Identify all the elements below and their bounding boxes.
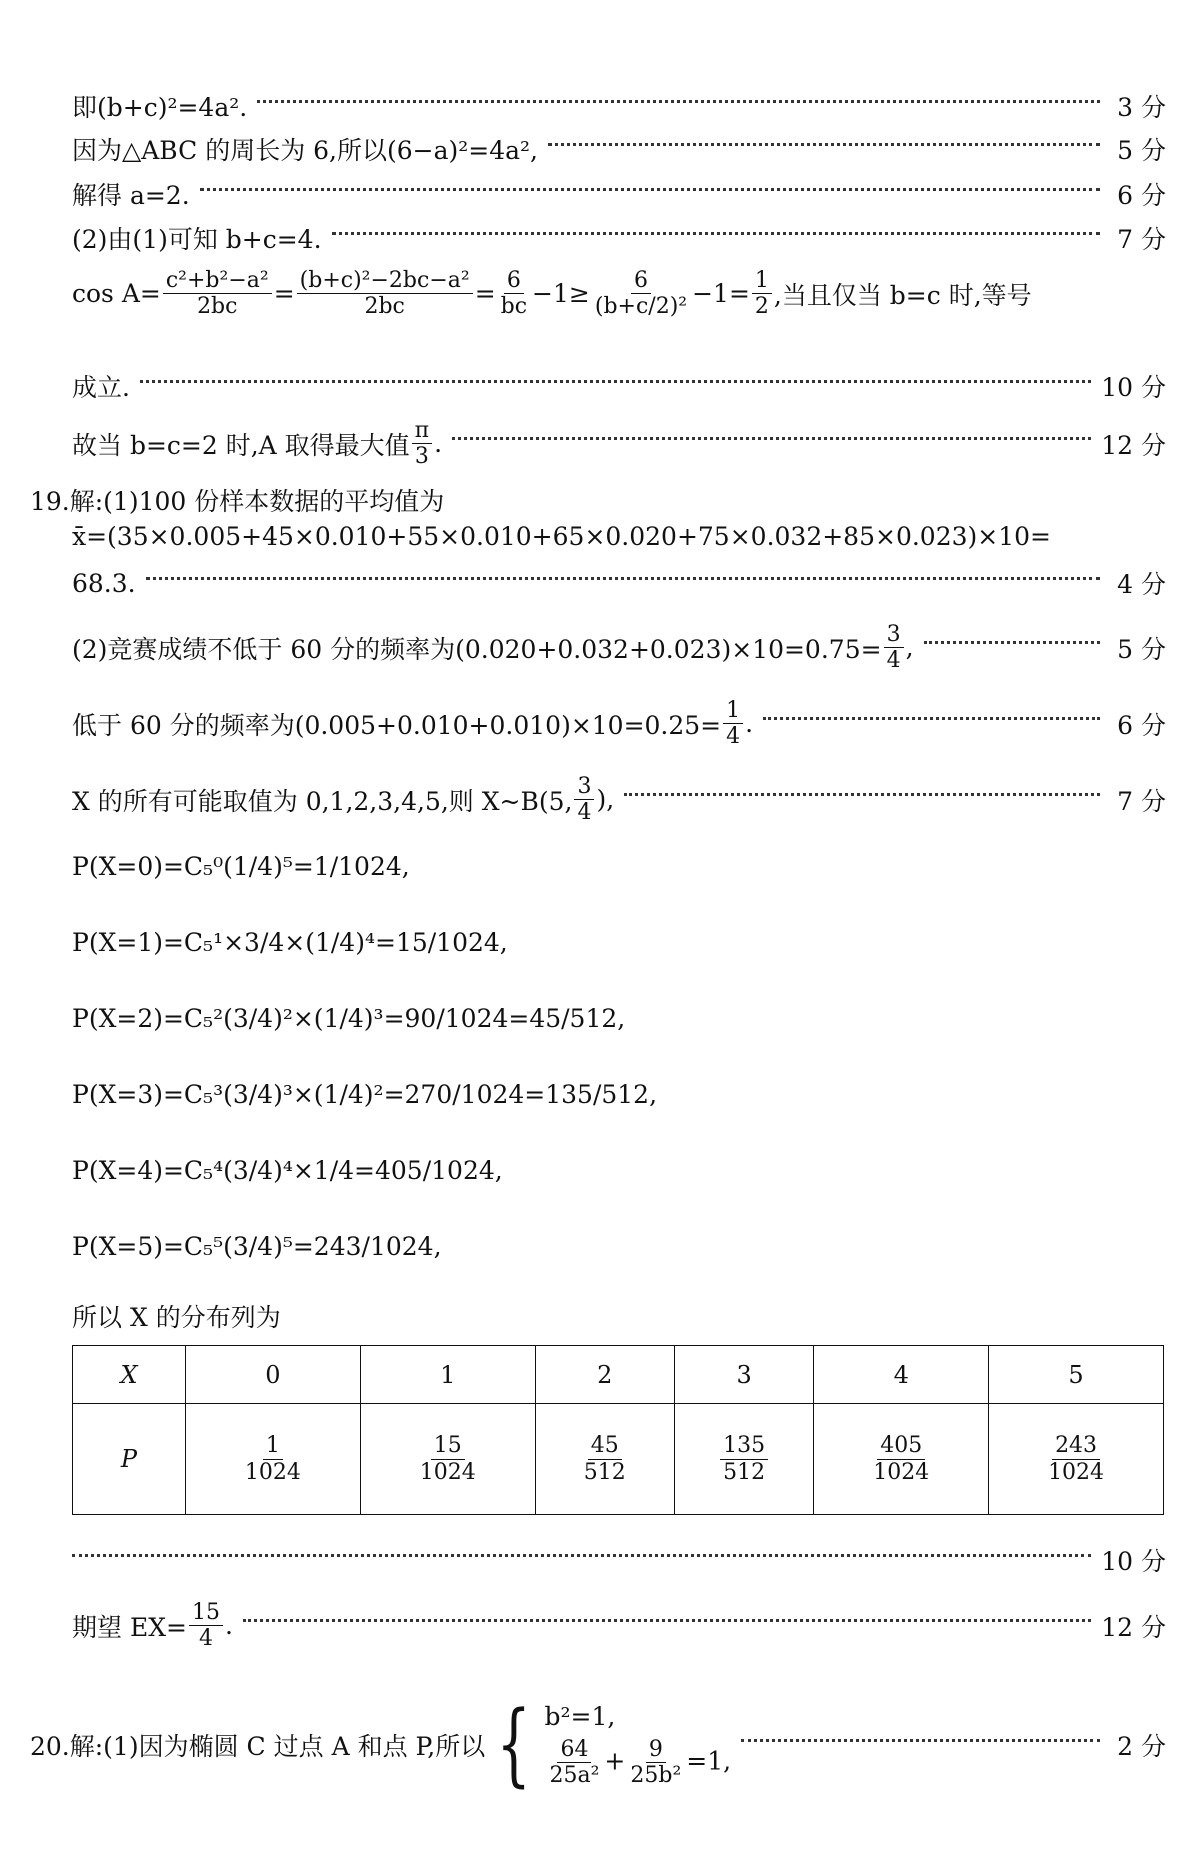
q18-line-4-text: (2)由(1)可知 b+c=4. (72, 225, 322, 254)
fraction-denominator: 25b² (630, 1763, 682, 1788)
q19-mean-score: 4 分 (1117, 570, 1166, 599)
cos-lead: cos A= (72, 279, 161, 309)
q19-mean-value (72, 565, 1166, 601)
punctuation: . (434, 429, 443, 459)
table-cell: 5 (989, 1346, 1164, 1404)
prob-line (72, 1004, 1166, 1033)
q20-heading-text: 20.解:(1)因为椭圆 C 过点 A 和点 P,所以 (30, 1732, 486, 1761)
fraction-denominator: 1024 (419, 1459, 476, 1485)
q19-after-table (72, 1542, 1166, 1578)
q19-expectation (72, 1600, 1166, 1652)
fraction (870, 1433, 932, 1485)
fraction-denominator: 4 (198, 1626, 213, 1652)
leader-dots (924, 641, 1100, 644)
fraction (297, 268, 473, 320)
table-cell (186, 1404, 361, 1515)
table-row (73, 1404, 1164, 1515)
system-row-2 (544, 1737, 731, 1789)
q18-line-7-score: 12 分 (1101, 430, 1166, 460)
leader-dots (332, 232, 1100, 235)
operator: −1= (692, 279, 750, 309)
fraction-numerator: 243 (1052, 1433, 1100, 1459)
fraction-denominator: 3 (414, 444, 429, 470)
q19-part4-text: X 的所有可能取值为 0,1,2,3,4,5,则 X~B(5, (72, 786, 573, 816)
prob-line (72, 1080, 1166, 1109)
punctuation: , (905, 633, 914, 663)
fraction-numerator: 1 (723, 698, 743, 724)
fraction-denominator: (b+c/2)² (594, 294, 688, 320)
q18-line-2-text: 因为△ABC 的周长为 6,所以(6−a)²=4a², (72, 136, 539, 165)
equation-system (485, 1692, 732, 1797)
prob-text: P(X=2)=C₅²(3/4)²×(1/4)³=90/1024=45/512, (72, 1004, 626, 1033)
q20-score: 2 分 (1117, 1732, 1166, 1761)
table-header-p: P (73, 1404, 186, 1515)
fraction-numerator: 64 (557, 1737, 591, 1763)
q19-part3-text: 低于 60 分的频率为(0.005+0.010+0.010)×10=0.25= (72, 710, 722, 740)
leader-dots (452, 437, 1091, 440)
operator: = (474, 279, 496, 309)
fraction-numerator: 3 (884, 622, 904, 648)
fraction-numerator: 15 (431, 1433, 465, 1459)
q18-line-7-text: 故当 b=c=2 时,A 取得最大值 (72, 430, 410, 460)
q18-line-1 (72, 88, 1166, 124)
punctuation: . (224, 1611, 233, 1641)
fraction-numerator: π (412, 418, 432, 444)
fraction (720, 1433, 768, 1485)
fraction-denominator: bc (500, 294, 528, 320)
left-brace-icon: { (496, 1692, 532, 1797)
q19-mean-value-text: 68.3. (72, 568, 136, 598)
leader-dots (624, 793, 1100, 796)
q19-part4-score: 7 分 (1117, 786, 1166, 816)
fraction (574, 774, 594, 826)
fraction (884, 622, 904, 674)
q18-line-6-score: 10 分 (1101, 373, 1166, 402)
table-cell: 0 (186, 1346, 361, 1404)
table-row (73, 1346, 1164, 1404)
leader-dots (257, 100, 1100, 103)
fraction-denominator: 1024 (873, 1459, 930, 1485)
q18-line-7 (72, 418, 1166, 470)
q18-line-2 (72, 131, 1166, 167)
fraction (752, 268, 772, 320)
fraction-denominator: 4 (577, 800, 592, 826)
q18-line-4 (72, 220, 1166, 256)
system-row-2-end: =1, (686, 1746, 732, 1775)
operator: −1≥ (532, 279, 590, 309)
leader-dots (140, 380, 1091, 383)
q20-line (30, 1692, 1166, 1797)
dist-intro (72, 1298, 1166, 1334)
q18-line-3-score: 6 分 (1117, 181, 1166, 210)
dist-intro-text: 所以 X 的分布列为 (72, 1303, 281, 1332)
fraction (412, 418, 432, 470)
table-cell: 2 (535, 1346, 674, 1404)
fraction-numerator: 9 (646, 1737, 666, 1763)
prob-line (72, 928, 1166, 957)
cos-tail: ,当且仅当 b=c 时,等号 (773, 280, 1032, 310)
operator: = (273, 279, 295, 309)
fraction-numerator: (b+c)²−2bc−a² (297, 268, 473, 294)
leader-dots (763, 717, 1100, 720)
q18-line-3-text: 解得 a=2. (72, 181, 190, 210)
expectation-text: 期望 EX= (72, 1612, 187, 1642)
q19-mean-line (72, 522, 1166, 551)
fraction-denominator: 4 (726, 724, 741, 750)
fraction (581, 1433, 629, 1485)
fraction (1045, 1433, 1107, 1485)
fraction-denominator: 4 (886, 648, 901, 674)
fraction (723, 698, 743, 750)
q19-after-table-score: 10 分 (1101, 1547, 1166, 1576)
q19-part2-score: 5 分 (1117, 634, 1166, 664)
leader-dots (200, 188, 1100, 191)
table-cell: 3 (674, 1346, 813, 1404)
punctuation: . (745, 709, 754, 739)
fraction-denominator: 2bc (197, 294, 238, 320)
fraction-numerator: 15 (189, 1600, 223, 1626)
fraction (546, 1737, 602, 1789)
leader-dots (548, 143, 1100, 146)
fraction-denominator: 25a² (549, 1763, 600, 1788)
q18-line-4-score: 7 分 (1117, 225, 1166, 254)
fraction-numerator: 135 (720, 1433, 768, 1459)
fraction (592, 268, 690, 320)
q18-line-1-text: 即(b+c)²=4a². (72, 93, 248, 122)
q18-line-2-score: 5 分 (1117, 136, 1166, 165)
table-cell (989, 1404, 1164, 1515)
q18-line-6-text: 成立. (72, 373, 130, 402)
table-cell (535, 1404, 674, 1515)
operator: + (604, 1746, 626, 1775)
fraction-denominator: 2bc (364, 294, 405, 320)
q19-part3-score: 6 分 (1117, 710, 1166, 740)
table-cell (360, 1404, 535, 1515)
table-header-x: X (73, 1346, 186, 1404)
table-cell (814, 1404, 989, 1515)
prob-text: P(X=0)=C₅⁰(1/4)⁵=1/1024, (72, 852, 410, 881)
fraction (417, 1433, 479, 1485)
fraction (189, 1600, 223, 1652)
q19-heading-text: 19.解:(1)100 份样本数据的平均值为 (30, 487, 445, 516)
fraction-numerator: 1 (752, 268, 772, 294)
prob-text: P(X=3)=C₅³(3/4)³×(1/4)²=270/1024=135/512, (72, 1080, 658, 1109)
prob-line (72, 1232, 1166, 1261)
q19-mean-text: x̄=(35×0.005+45×0.010+55×0.010+65×0.020+75×0.032+85×0.023)×10= (72, 522, 1051, 551)
table-cell: 1 (360, 1346, 535, 1404)
prob-text: P(X=4)=C₅⁴(3/4)⁴×1/4=405/1024, (72, 1156, 503, 1185)
leader-dots (72, 1554, 1091, 1557)
fraction (163, 268, 272, 320)
prob-line (72, 852, 1166, 881)
fraction (627, 1737, 684, 1789)
fraction (498, 268, 530, 320)
fraction-numerator: 1 (263, 1433, 283, 1459)
punctuation: ), (596, 785, 615, 815)
fraction-numerator: c²+b²−a² (163, 268, 272, 294)
leader-dots (243, 1619, 1091, 1622)
fraction-numerator: 6 (504, 268, 524, 294)
fraction-denominator: 2 (754, 294, 769, 320)
q18-line-6 (72, 368, 1166, 404)
fraction-numerator: 405 (877, 1433, 925, 1459)
system-row-1: b²=1, (544, 1701, 616, 1731)
fraction-numerator: 6 (631, 268, 651, 294)
fraction-numerator: 3 (574, 774, 594, 800)
leader-dots (146, 577, 1100, 580)
table-cell: 4 (814, 1346, 989, 1404)
fraction (242, 1433, 304, 1485)
fraction-denominator: 1024 (244, 1459, 301, 1485)
q18-line-3 (72, 176, 1166, 212)
q18-cos-formula (72, 268, 1166, 320)
table-cell (674, 1404, 813, 1515)
prob-text: P(X=5)=C₅⁵(3/4)⁵=243/1024, (72, 1232, 442, 1261)
distribution-table (72, 1345, 1164, 1515)
fraction-numerator: 45 (588, 1433, 622, 1459)
prob-line (72, 1156, 1166, 1185)
fraction-denominator: 512 (583, 1459, 626, 1485)
q19-part2-text: (2)竞赛成绩不低于 60 分的频率为(0.020+0.032+0.023)×10=0.75= (72, 634, 882, 664)
q19-part2-line (72, 622, 1166, 674)
q19-heading (30, 482, 1166, 518)
q19-part3-line (72, 698, 1166, 750)
q18-line-1-score: 3 分 (1117, 93, 1166, 122)
leader-dots (741, 1739, 1100, 1742)
fraction-denominator: 512 (723, 1459, 766, 1485)
q19-expectation-score: 12 分 (1101, 1612, 1166, 1642)
q19-part4-line (72, 774, 1166, 826)
prob-text: P(X=1)=C₅¹×3/4×(1/4)⁴=15/1024, (72, 928, 508, 957)
fraction-denominator: 1024 (1048, 1459, 1105, 1485)
